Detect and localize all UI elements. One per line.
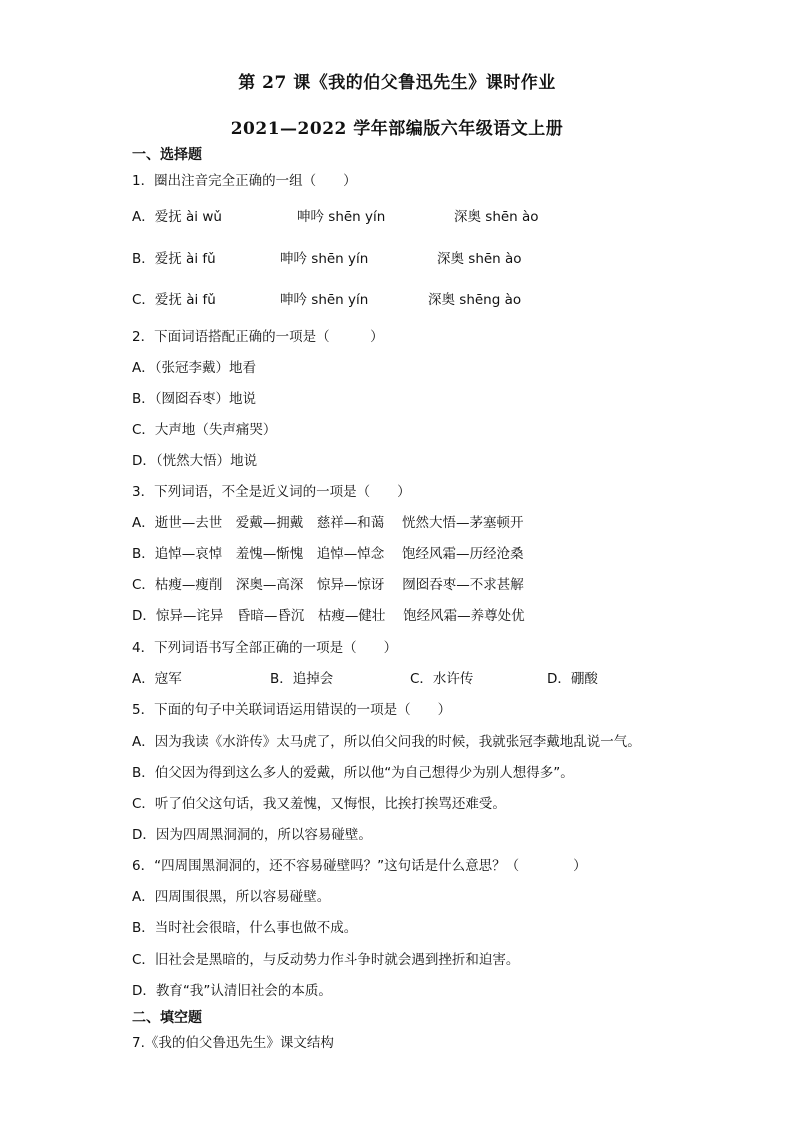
question-4-option-b: B．追掉会 <box>270 671 334 687</box>
option-c-word1: C．爱抚 ài fǔ <box>132 292 216 308</box>
question-3-option-a: A．逝世—去世 爱戴—拥戴 慈祥—和蔼 恍然大悟—茅塞顿开 <box>132 515 524 531</box>
question-6-option-b: B．当时社会很暗，什么事也做不成。 <box>132 920 358 936</box>
question-4-option-d: D．硼酸 <box>547 671 598 687</box>
question-2-option-d: D．（恍然大悟）地说 <box>132 453 258 469</box>
question-6-option-d: D．教育“我”认清旧社会的本质。 <box>132 983 332 999</box>
page-title: 第 27 课《我的伯父鲁迅先生》课时作业 <box>238 73 556 93</box>
option-c-word3: 深奥 shēng ào <box>428 292 522 308</box>
question-3-option-b: B．追悼—哀悼 羞愧—惭愧 追悼—悼念 饱经风霜—历经沧桑 <box>132 546 524 562</box>
option-b-word3: 深奥 shēn ào <box>437 251 522 267</box>
question-6-option-c: C．旧社会是黑暗的，与反动势力作斗争时就会遇到挫折和迫害。 <box>132 952 520 968</box>
question-4-option-c: C．水许传 <box>410 671 474 687</box>
option-b-word2: 呻吟 shēn yín <box>280 251 369 267</box>
question-4-option-a: A．寇军 <box>132 671 182 687</box>
question-3-option-d: D．惊异—诧异 昏暗—昏沉 枯瘦—健壮 饱经风霜—养尊处优 <box>132 608 525 624</box>
question-5-option-c: C．听了伯父这句话，我又羞愧，又悔恨，比挨打挨骂还难受。 <box>132 796 506 812</box>
question-2-option-a: A．（张冠李戴）地看 <box>132 360 256 376</box>
option-c-word2: 呻吟 shēn yín <box>280 292 369 308</box>
question-2-stem: 2．下面词语搭配正确的一项是（ ） <box>132 329 384 345</box>
question-7-stem: 7.《我的伯父鲁迅先生》课文结构 <box>132 1035 334 1051</box>
question-5-option-a: A．因为我读《水浒传》太马虎了，所以伯父问我的时候，我就张冠李戴地乱说一气。 <box>132 734 641 750</box>
page-subtitle: 2021—2022 学年部编版六年级语文上册 <box>230 119 564 139</box>
question-3-stem: 3．下列词语，不全是近义词的一项是（ ） <box>132 484 411 500</box>
question-5-option-d: D．因为四周黑洞洞的，所以容易碰壁。 <box>132 827 372 843</box>
question-6-stem: 6．“四周围黑洞洞的，还不容易碰壁吗？”这句话是什么意思？（ ） <box>132 858 587 874</box>
question-6-option-a: A．四周围很黑，所以容易碰壁。 <box>132 889 331 905</box>
section-heading-choice: 一、选择题 <box>132 147 202 163</box>
question-2-option-c: C．大声地（失声痛哭） <box>132 422 277 438</box>
question-4-stem: 4．下列词语书写全部正确的一项是（ ） <box>132 640 398 656</box>
question-5-stem: 5．下面的句子中关联词语运用错误的一项是（ ） <box>132 702 452 718</box>
option-b-word1: B．爱抚 ài fǔ <box>132 251 216 267</box>
option-a-word3: 深奥 shēn ào <box>454 209 539 225</box>
question-5-option-b: B．伯父因为得到这么多人的爱戴，所以他“为自己想得少为别人想得多”。 <box>132 765 574 781</box>
option-a-word2: 呻吟 shēn yín <box>297 209 386 225</box>
option-a-word1: A．爱抚 ài wǔ <box>132 209 222 225</box>
question-3-option-c: C．枯瘦—瘦削 深奥—高深 惊异—惊讶 囫囵吞枣—不求甚解 <box>132 577 524 593</box>
question-2-option-b: B．（囫囵吞枣）地说 <box>132 391 257 407</box>
question-1-stem: 1．圈出注音完全正确的一组（ ） <box>132 173 357 189</box>
section-heading-fill: 二、填空题 <box>132 1010 202 1026</box>
